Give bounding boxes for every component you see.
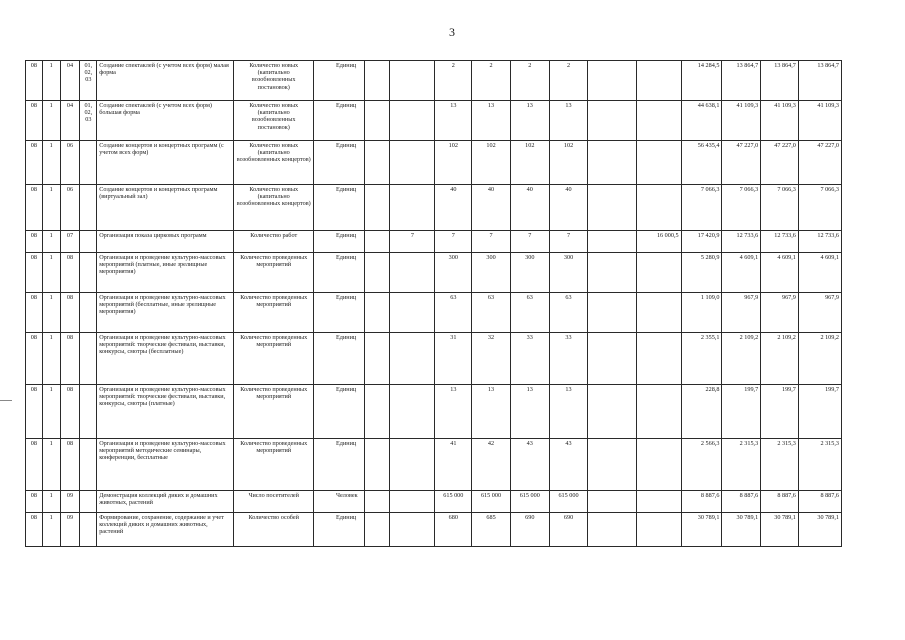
cell-c2: 1: [42, 513, 60, 547]
cell-v6: 40: [549, 185, 588, 231]
cell-name: Создание концертов и концертных программ (виртуальный зал): [97, 185, 234, 231]
cell-m4: 2 109,2: [798, 333, 841, 385]
cell-v7: [588, 385, 636, 439]
cell-v1: [365, 101, 390, 141]
cell-c2: 1: [42, 185, 60, 231]
cell-unit: Единиц: [314, 253, 365, 293]
cell-v1: [365, 491, 390, 513]
cell-m2: 30 789,1: [722, 513, 761, 547]
cell-name: Демонстрация коллекций диких и домашних животных, растений: [97, 491, 234, 513]
cell-v3: 2: [435, 61, 472, 101]
cell-name: Создание концертов и концертных программ (с учетом всех форм): [97, 141, 234, 185]
cell-m0: [636, 385, 681, 439]
cell-m4: 12 733,6: [798, 231, 841, 253]
cell-m2: 2 109,2: [722, 333, 761, 385]
cell-unit: Единиц: [314, 185, 365, 231]
cell-m0: [636, 253, 681, 293]
cell-m2: 41 109,3: [722, 101, 761, 141]
cell-v6: 13: [549, 101, 588, 141]
cell-m0: [636, 101, 681, 141]
cell-unit: Единиц: [314, 385, 365, 439]
cell-m0: [636, 333, 681, 385]
cell-c4: [80, 385, 97, 439]
cell-indicator: Количество работ: [234, 231, 314, 253]
cell-m4: 8 887,6: [798, 491, 841, 513]
cell-m3: 30 789,1: [761, 513, 799, 547]
cell-v1: [365, 439, 390, 491]
cell-c1: 08: [26, 513, 43, 547]
cell-c4: [80, 185, 97, 231]
cell-v1: [365, 61, 390, 101]
cell-c1: 08: [26, 141, 43, 185]
cell-indicator: Количество проведенных мероприятий: [234, 253, 314, 293]
cell-m2: 13 864,7: [722, 61, 761, 101]
table-row: [26, 439, 842, 491]
cell-indicator: Количество новых (капитально возобновленных концертов): [234, 185, 314, 231]
cell-v4: 13: [472, 385, 511, 439]
cell-v2: [390, 185, 435, 231]
cell-v3: 31: [435, 333, 472, 385]
cell-v5: 13: [510, 101, 549, 141]
cell-v5: 7: [510, 231, 549, 253]
cell-m3: 8 887,6: [761, 491, 799, 513]
cell-m2: 47 227,0: [722, 141, 761, 185]
cell-v1: [365, 385, 390, 439]
cell-v7: [588, 185, 636, 231]
cell-m0: [636, 439, 681, 491]
cell-v5: 615 000: [510, 491, 549, 513]
cell-indicator: Количество новых (капитально возобновленных постановок): [234, 61, 314, 101]
cell-v7: [588, 101, 636, 141]
cell-c1: 08: [26, 231, 43, 253]
cell-unit: Единиц: [314, 513, 365, 547]
cell-v5: 43: [510, 439, 549, 491]
cell-v2: [390, 253, 435, 293]
cell-c2: 1: [42, 293, 60, 333]
cell-v7: [588, 491, 636, 513]
cell-c2: 1: [42, 231, 60, 253]
cell-c1: 08: [26, 333, 43, 385]
cell-v2: [390, 141, 435, 185]
cell-m3: 2 109,2: [761, 333, 799, 385]
cell-v5: 102: [510, 141, 549, 185]
scan-artifact: [0, 400, 12, 401]
cell-v6: 615 000: [549, 491, 588, 513]
cell-m4: 30 789,1: [798, 513, 841, 547]
cell-indicator: Количество новых (капитально возобновленных концертов): [234, 141, 314, 185]
cell-c1: 08: [26, 293, 43, 333]
cell-v6: 690: [549, 513, 588, 547]
cell-c3: 09: [60, 513, 80, 547]
cell-c2: 1: [42, 333, 60, 385]
cell-c1: 08: [26, 61, 43, 101]
cell-v4: 615 000: [472, 491, 511, 513]
cell-unit: Единиц: [314, 101, 365, 141]
table-row: [26, 253, 842, 293]
cell-v6: 102: [549, 141, 588, 185]
cell-name: Создание спектаклей (с учетом всех форм) малая форма: [97, 61, 234, 101]
cell-v5: 40: [510, 185, 549, 231]
cell-name: Организация и проведение культурно-массовых мероприятий (платные, иные зрелищные мероприятия): [97, 253, 234, 293]
cell-c2: 1: [42, 101, 60, 141]
cell-v6: 2: [549, 61, 588, 101]
cell-m1: 14 284,5: [681, 61, 722, 101]
cell-v4: 685: [472, 513, 511, 547]
cell-m2: 8 887,6: [722, 491, 761, 513]
cell-c1: 08: [26, 439, 43, 491]
cell-name: Организация и проведение культурно-массовых мероприятий методические семинары, конференции, бесплатные: [97, 439, 234, 491]
cell-name: Организация и проведение культурно-массовых мероприятий (бесплатные, иные зрелищные мероприятия): [97, 293, 234, 333]
cell-m0: [636, 293, 681, 333]
cell-v4: 63: [472, 293, 511, 333]
cell-v1: [365, 333, 390, 385]
table-row: [26, 185, 842, 231]
cell-v1: [365, 513, 390, 547]
cell-c4: [80, 513, 97, 547]
cell-v7: [588, 231, 636, 253]
indicators-table: [25, 60, 842, 547]
cell-m3: 47 227,0: [761, 141, 799, 185]
cell-v2: [390, 101, 435, 141]
cell-m4: 13 864,7: [798, 61, 841, 101]
cell-v7: [588, 439, 636, 491]
cell-v4: 7: [472, 231, 511, 253]
cell-c4: [80, 231, 97, 253]
cell-c4: [80, 253, 97, 293]
cell-m3: 4 609,1: [761, 253, 799, 293]
cell-m4: 41 109,3: [798, 101, 841, 141]
table-row: [26, 385, 842, 439]
cell-m3: 199,7: [761, 385, 799, 439]
cell-m3: 2 315,3: [761, 439, 799, 491]
cell-v3: 41: [435, 439, 472, 491]
cell-v6: 300: [549, 253, 588, 293]
cell-v3: 102: [435, 141, 472, 185]
cell-c2: 1: [42, 141, 60, 185]
cell-unit: Единиц: [314, 439, 365, 491]
cell-m4: 4 609,1: [798, 253, 841, 293]
cell-v7: [588, 61, 636, 101]
cell-m1: 56 435,4: [681, 141, 722, 185]
cell-m1: 5 280,9: [681, 253, 722, 293]
cell-v5: 63: [510, 293, 549, 333]
cell-m4: 199,7: [798, 385, 841, 439]
cell-c3: 08: [60, 439, 80, 491]
cell-v2: [390, 491, 435, 513]
table-row: [26, 293, 842, 333]
cell-v5: 33: [510, 333, 549, 385]
cell-v6: 13: [549, 385, 588, 439]
cell-c3: 08: [60, 385, 80, 439]
cell-c3: 06: [60, 185, 80, 231]
cell-c1: 08: [26, 101, 43, 141]
cell-v4: 2: [472, 61, 511, 101]
cell-c1: 08: [26, 385, 43, 439]
cell-v7: [588, 333, 636, 385]
cell-v2: [390, 333, 435, 385]
table-row: [26, 141, 842, 185]
cell-c1: 08: [26, 491, 43, 513]
page-number: 3: [449, 25, 455, 39]
cell-c4: [80, 141, 97, 185]
cell-c2: 1: [42, 491, 60, 513]
cell-v4: 40: [472, 185, 511, 231]
cell-v7: [588, 253, 636, 293]
cell-c4: [80, 333, 97, 385]
cell-m2: 7 066,3: [722, 185, 761, 231]
cell-m0: [636, 61, 681, 101]
cell-v4: 13: [472, 101, 511, 141]
cell-m2: 199,7: [722, 385, 761, 439]
cell-m0: [636, 513, 681, 547]
cell-v3: 13: [435, 385, 472, 439]
table-row: [26, 231, 842, 253]
table-row: [26, 491, 842, 513]
cell-v1: [365, 231, 390, 253]
cell-indicator: Количество проведенных мероприятий: [234, 293, 314, 333]
cell-indicator: Количество особей: [234, 513, 314, 547]
cell-m1: 7 066,3: [681, 185, 722, 231]
cell-c3: 08: [60, 253, 80, 293]
cell-c4: [80, 439, 97, 491]
cell-v5: 300: [510, 253, 549, 293]
cell-m2: 12 733,6: [722, 231, 761, 253]
cell-v2: [390, 293, 435, 333]
cell-unit: Единиц: [314, 293, 365, 333]
cell-c2: 1: [42, 385, 60, 439]
cell-m1: 44 638,1: [681, 101, 722, 141]
cell-m0: 16 000,5: [636, 231, 681, 253]
cell-c4: 01, 02, 03: [80, 61, 97, 101]
cell-m0: [636, 185, 681, 231]
cell-v5: 690: [510, 513, 549, 547]
cell-m4: 7 066,3: [798, 185, 841, 231]
cell-m4: 967,9: [798, 293, 841, 333]
cell-m4: 2 315,3: [798, 439, 841, 491]
cell-v2: 7: [390, 231, 435, 253]
cell-m1: 30 789,1: [681, 513, 722, 547]
cell-indicator: Количество проведенных мероприятий: [234, 333, 314, 385]
cell-c4: 01, 02, 03: [80, 101, 97, 141]
cell-indicator: Число посетителей: [234, 491, 314, 513]
cell-unit: Единиц: [314, 61, 365, 101]
cell-v6: 7: [549, 231, 588, 253]
cell-c3: 09: [60, 491, 80, 513]
cell-v4: 42: [472, 439, 511, 491]
cell-m1: 228,8: [681, 385, 722, 439]
cell-v4: 102: [472, 141, 511, 185]
cell-v7: [588, 513, 636, 547]
cell-v1: [365, 185, 390, 231]
cell-unit: Единиц: [314, 231, 365, 253]
cell-v7: [588, 141, 636, 185]
table-row: [26, 61, 842, 101]
cell-v4: 32: [472, 333, 511, 385]
cell-v3: 13: [435, 101, 472, 141]
cell-c3: 07: [60, 231, 80, 253]
cell-m1: 8 887,6: [681, 491, 722, 513]
cell-m3: 41 109,3: [761, 101, 799, 141]
cell-v3: 63: [435, 293, 472, 333]
cell-v2: [390, 61, 435, 101]
cell-c4: [80, 293, 97, 333]
cell-v6: 63: [549, 293, 588, 333]
cell-v4: 300: [472, 253, 511, 293]
cell-c3: 08: [60, 293, 80, 333]
cell-c4: [80, 491, 97, 513]
cell-c2: 1: [42, 61, 60, 101]
cell-c1: 08: [26, 253, 43, 293]
cell-name: Организация показа цирковых программ: [97, 231, 234, 253]
cell-c3: 04: [60, 101, 80, 141]
cell-c2: 1: [42, 253, 60, 293]
table-row: [26, 101, 842, 141]
cell-v3: 300: [435, 253, 472, 293]
cell-v3: 615 000: [435, 491, 472, 513]
cell-c3: 04: [60, 61, 80, 101]
cell-m0: [636, 141, 681, 185]
cell-m1: 17 420,9: [681, 231, 722, 253]
cell-v3: 680: [435, 513, 472, 547]
cell-unit: Человек: [314, 491, 365, 513]
cell-v6: 43: [549, 439, 588, 491]
cell-m3: 12 733,6: [761, 231, 799, 253]
cell-m1: 2 566,3: [681, 439, 722, 491]
cell-name: Организация и проведение культурно-массовых мероприятий: творческие фестивали, выставки, конкурсы, смотры (бесплатные): [97, 333, 234, 385]
cell-v5: 2: [510, 61, 549, 101]
cell-indicator: Количество проведенных мероприятий: [234, 439, 314, 491]
cell-c3: 08: [60, 333, 80, 385]
cell-c2: 1: [42, 439, 60, 491]
cell-m2: 4 609,1: [722, 253, 761, 293]
cell-m0: [636, 491, 681, 513]
cell-m1: 1 109,0: [681, 293, 722, 333]
cell-indicator: Количество проведенных мероприятий: [234, 385, 314, 439]
cell-v7: [588, 293, 636, 333]
cell-m1: 2 355,1: [681, 333, 722, 385]
cell-m3: 13 864,7: [761, 61, 799, 101]
cell-v1: [365, 253, 390, 293]
cell-v2: [390, 385, 435, 439]
table-body: [26, 61, 842, 547]
cell-v6: 33: [549, 333, 588, 385]
cell-indicator: Количество новых (капитально возобновленных постановок): [234, 101, 314, 141]
cell-name: Формирование, сохранение, содержание и учет коллекций диких и домашних животных, растений: [97, 513, 234, 547]
cell-c3: 06: [60, 141, 80, 185]
cell-v1: [365, 293, 390, 333]
cell-v3: 40: [435, 185, 472, 231]
cell-c1: 08: [26, 185, 43, 231]
cell-m2: 967,9: [722, 293, 761, 333]
cell-m2: 2 315,3: [722, 439, 761, 491]
cell-unit: Единиц: [314, 141, 365, 185]
cell-m3: 967,9: [761, 293, 799, 333]
cell-m4: 47 227,0: [798, 141, 841, 185]
cell-v3: 7: [435, 231, 472, 253]
cell-v5: 13: [510, 385, 549, 439]
table-row: [26, 513, 842, 547]
cell-name: Создание спектаклей (с учетом всех форм) большая форма: [97, 101, 234, 141]
cell-v2: [390, 513, 435, 547]
cell-name: Организация и проведение культурно-массовых мероприятий: творческие фестивали, выставки, конкурсы, смотры (платные): [97, 385, 234, 439]
cell-v2: [390, 439, 435, 491]
cell-m3: 7 066,3: [761, 185, 799, 231]
table-row: [26, 333, 842, 385]
cell-v1: [365, 141, 390, 185]
cell-unit: Единиц: [314, 333, 365, 385]
